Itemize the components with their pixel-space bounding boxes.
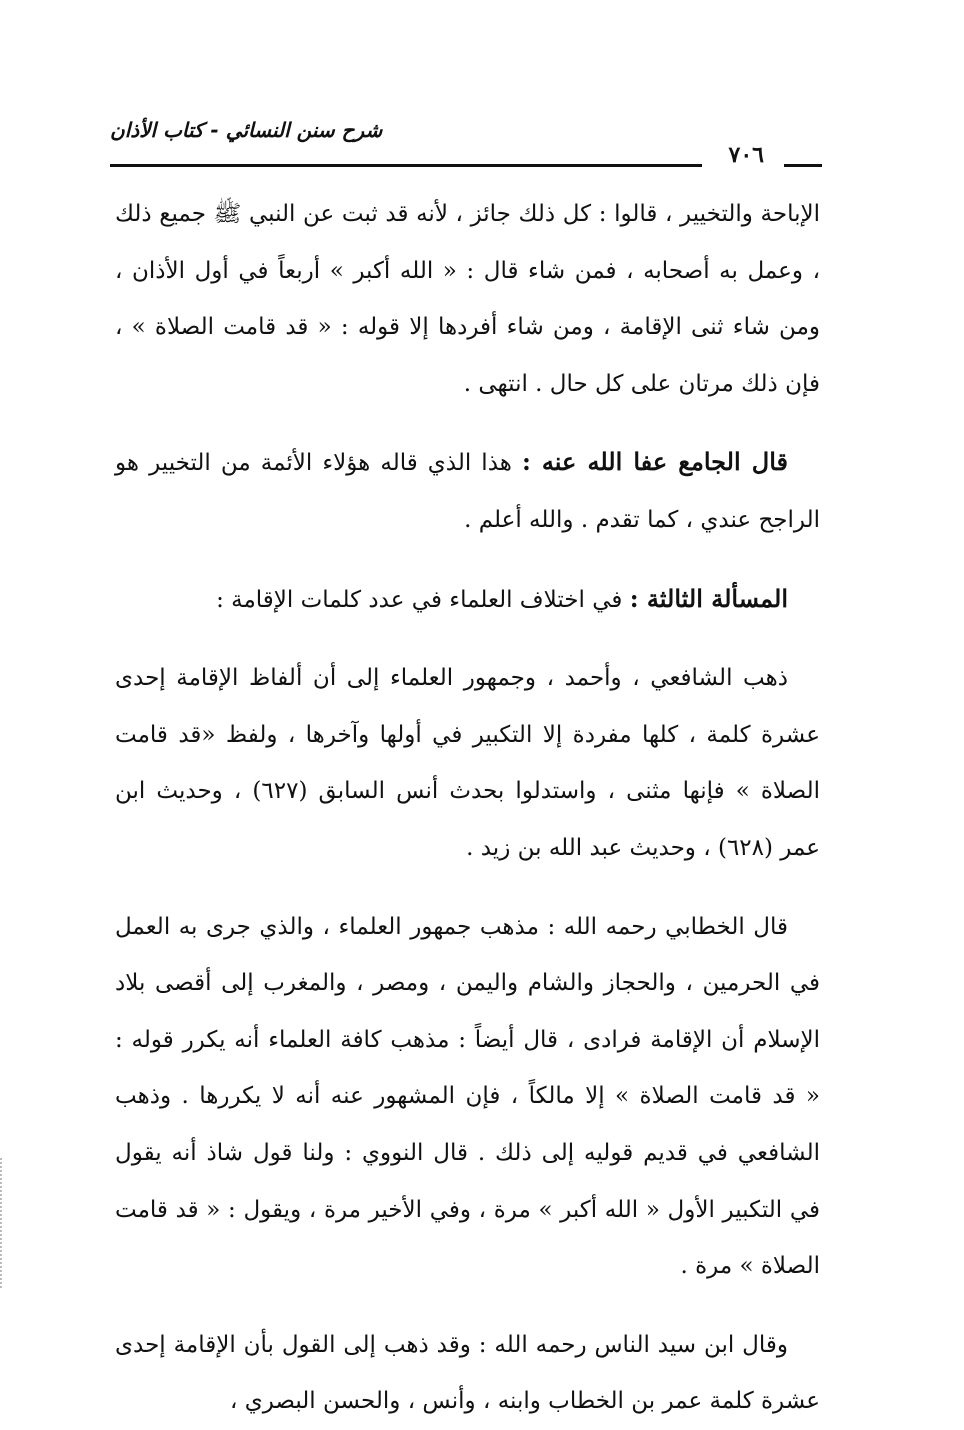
paragraph-2-text: هذا الذي قاله هؤلاء الأئمة من التخيير هو الراجح عندي ، كما تقدم . والله أعلم . (115, 450, 820, 533)
paragraph-5: قال الخطابي رحمه الله : مذهب جمهور العلماء ، والذي جرى به العمل في الحرمين ، والحجاز والشام واليمن ، ومصر ، والمغرب إلى أقصى بلاد الإسلام أن الإقامة فرادى ، قال أيضاً : مذهب كافة العلماء أنه يكرر قوله : « قد قامت الصلاة » إلا مالكاً ، فإن المشهور عنه أنه لا يكررها . وذهب الشافعي في قديم قوليه إلى ذلك . قال النووي : ولنا قول شاذ أنه يقول في التكبير الأول « الله أكبر » مرة ، وفي الأخير مرة ، ويقول : « قد قامت الصلاة » مرة . (115, 913, 820, 1280)
header-rule-short (784, 164, 822, 167)
paragraph-2-lead: قال الجامع عفا الله عنه : (521, 447, 788, 477)
paragraph-1: الإباحة والتخيير ، قالوا : كل ذلك جائز ، لأنه قد ثبت عن النبي ﷺ جميع ذلك ، وعمل به أصحابه ، فمن شاء قال : « الله أكبر » أربعاً في أول الأذان ، ومن شاء ثنى الإقامة ، ومن شاء أفردها إلا قوله : « قد قامت الصلاة » ، فإن ذلك مرتان على كل حال . انتهى . (115, 201, 820, 397)
running-title: شرح سنن النسائي - كتاب الأذان (110, 118, 383, 142)
scan-edge-mark (0, 1158, 9, 1288)
page-body (115, 186, 820, 1430)
paragraph-3 (115, 571, 820, 629)
header-rule (110, 164, 702, 167)
paragraph-3-lead: المسألة الثالثة : (629, 583, 788, 613)
page-number: ٧٠٦ (728, 142, 764, 168)
paragraph-3-text: في اختلاف العلماء في عدد كلمات الإقامة : (216, 586, 630, 613)
paragraph-6: وقال ابن سيد الناس رحمه الله : وقد ذهب إلى القول بأن الإقامة إحدى عشرة كلمة عمر بن الخطاب وابنه ، وأنس ، والحسن البصري ، (115, 1331, 820, 1415)
page-header (110, 118, 822, 168)
paragraph-2 (115, 434, 820, 548)
paragraph-4: ذهب الشافعي ، وأحمد ، وجمهور العلماء إلى أن ألفاظ الإقامة إحدى عشرة كلمة ، كلها مفردة إلا التكبير في أولها وآخرها ، ولفظ «قد قامت الصلاة » فإنها مثنى ، واستدلوا بحدث أنس السابق (٦٢٧) ، وحديث ابن عمر (٦٢٨) ، وحديث عبد الله بن زيد . (115, 665, 820, 861)
